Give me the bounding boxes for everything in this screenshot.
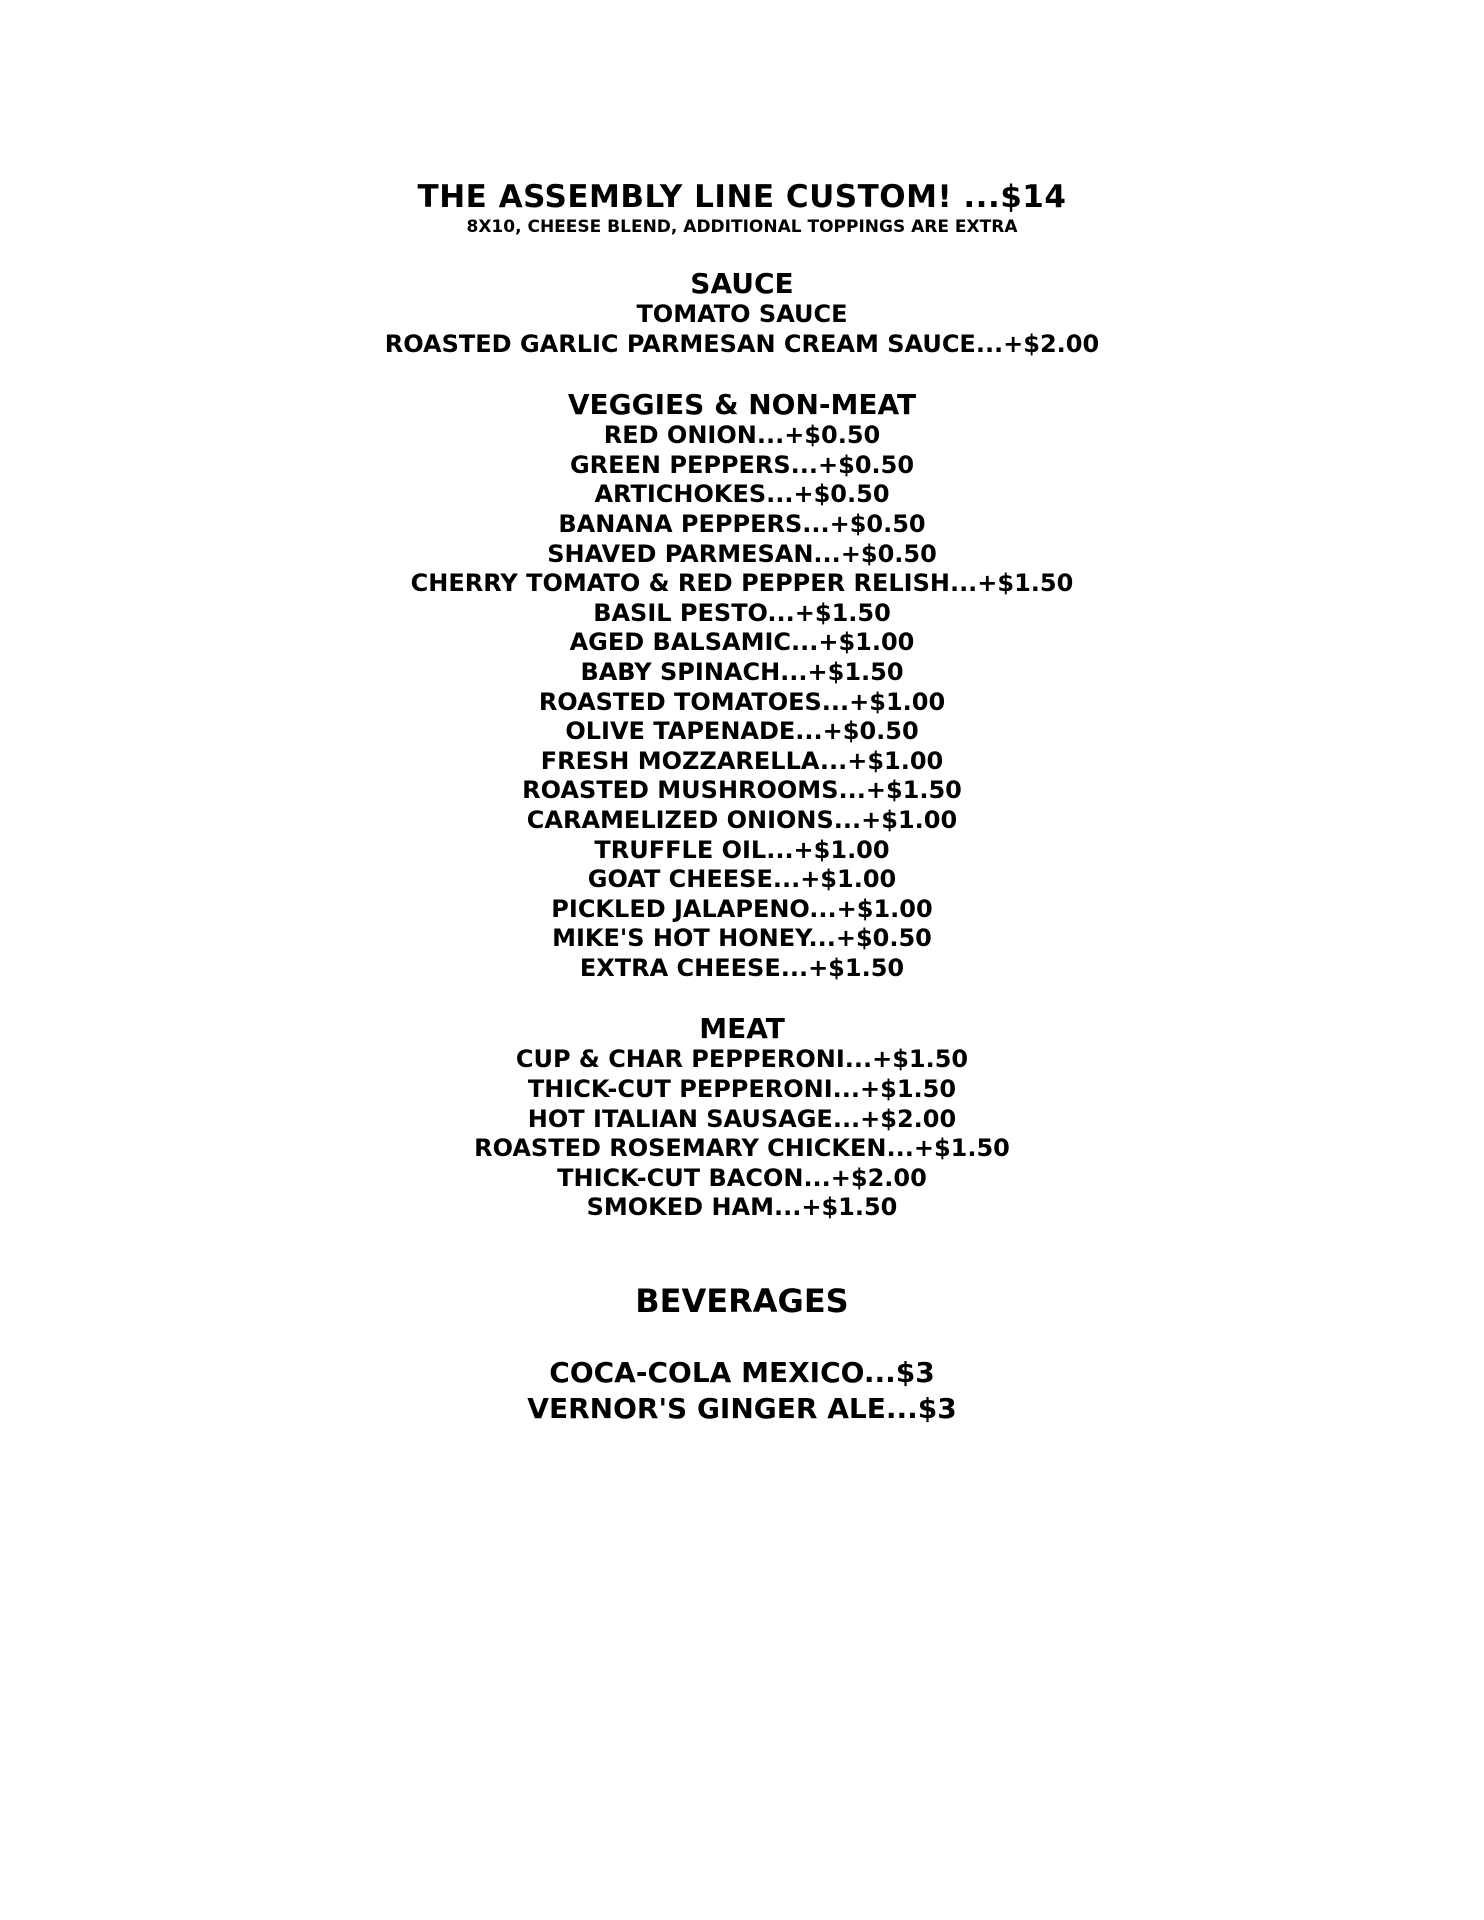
meat-section — [0, 1013, 1484, 1223]
veggie-item: BANANA PEPPERS...+$0.50 — [558, 509, 926, 538]
page-subtitle: 8X10, CHEESE BLEND, ADDITIONAL TOPPINGS ARE EXTRA — [466, 217, 1018, 237]
veggie-item: RED ONION...+$0.50 — [603, 421, 881, 450]
veggie-item: MIKE'S HOT HONEY...+$0.50 — [552, 924, 932, 953]
sauce-heading: SAUCE — [690, 267, 794, 300]
veggies-section — [0, 389, 1484, 983]
meat-item: CUP & CHAR PEPPERONI...+$1.50 — [515, 1045, 969, 1074]
menu-header — [0, 178, 1484, 238]
veggie-item: GREEN PEPPERS...+$0.50 — [569, 450, 915, 479]
menu-page — [0, 178, 1484, 1427]
beverages-section — [0, 1281, 1484, 1427]
veggie-item: TRUFFLE OIL...+$1.00 — [594, 835, 890, 864]
meat-item: HOT ITALIAN SAUSAGE...+$2.00 — [527, 1104, 957, 1133]
meat-item: ROASTED ROSEMARY CHICKEN...+$1.50 — [474, 1134, 1010, 1163]
veggie-item: FRESH MOZZARELLA...+$1.00 — [540, 746, 944, 775]
veggie-item: GOAT CHEESE...+$1.00 — [587, 865, 897, 894]
sauce-section — [0, 268, 1484, 359]
page-title: THE ASSEMBLY LINE CUSTOM! ...$14 — [417, 179, 1067, 215]
veggie-item: BABY SPINACH...+$1.50 — [580, 657, 904, 686]
veggie-item: CHERRY TOMATO & RED PEPPER RELISH...+$1.50 — [410, 569, 1074, 598]
veggie-item: SHAVED PARMESAN...+$0.50 — [547, 539, 937, 568]
beverage-item: VERNOR'S GINGER ALE...$3 — [527, 1392, 957, 1426]
beverage-item: COCA-COLA MEXICO...$3 — [549, 1356, 935, 1390]
beverages-heading: BEVERAGES — [635, 1282, 849, 1321]
veggies-heading: VEGGIES & NON-MEAT — [567, 388, 917, 422]
beverages-list — [0, 1355, 1484, 1427]
veggie-item: ROASTED TOMATOES...+$1.00 — [538, 687, 946, 716]
veggie-item: ROASTED MUSHROOMS...+$1.50 — [522, 776, 962, 805]
sauce-item: ROASTED GARLIC PARMESAN CREAM SAUCE...+$2.00 — [384, 329, 1100, 358]
veggie-item: AGED BALSAMIC...+$1.00 — [569, 628, 915, 657]
veggie-item: OLIVE TAPENADE...+$0.50 — [565, 717, 919, 746]
meat-heading: MEAT — [699, 1012, 785, 1046]
veggie-item: EXTRA CHEESE...+$1.50 — [579, 953, 905, 982]
meat-item: SMOKED HAM...+$1.50 — [586, 1193, 898, 1222]
meat-item: THICK-CUT PEPPERONI...+$1.50 — [527, 1075, 957, 1104]
meat-item: THICK-CUT BACON...+$2.00 — [557, 1163, 927, 1192]
sauce-item: TOMATO SAUCE — [636, 300, 848, 328]
veggie-item: PICKLED JALAPENO...+$1.00 — [551, 894, 933, 923]
veggie-item: ARTICHOKES...+$0.50 — [594, 480, 890, 509]
veggie-item: BASIL PESTO...+$1.50 — [593, 598, 891, 627]
veggie-item: CARAMELIZED ONIONS...+$1.00 — [526, 805, 958, 834]
